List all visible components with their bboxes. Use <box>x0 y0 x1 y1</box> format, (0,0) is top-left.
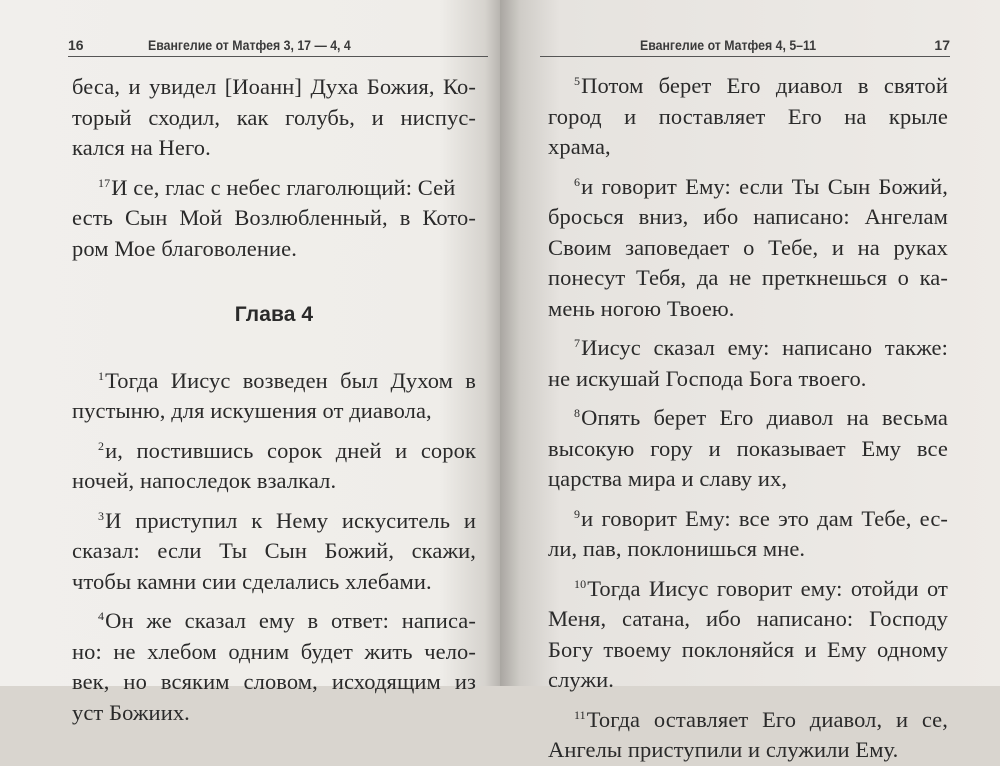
text-line: Тогда оставляет Его диавол, и се, <box>586 706 948 732</box>
left-page-body <box>72 72 476 728</box>
verse-10 <box>548 569 948 696</box>
text-line: беса, и увидел [Иоанн] Духа Божия, Ко- <box>72 74 476 99</box>
verse-7 <box>548 328 948 394</box>
verse-first-line <box>72 361 476 397</box>
text-line: Иисус сказал ему: написано также: <box>581 335 948 360</box>
text-line: храма, <box>548 134 611 159</box>
verse-2 <box>72 431 476 497</box>
verse-first-line <box>548 569 948 605</box>
running-title: Евангелие от Матфея 4, 5–11 <box>640 37 817 53</box>
left-page-header <box>68 32 488 57</box>
text-line: город и поставляет Его на крыле <box>548 103 948 129</box>
verse-number: 17 <box>98 175 111 190</box>
verse-17 <box>72 168 476 265</box>
left-page <box>0 0 500 725</box>
text-line: понесут Тебя, да не преткнешься о ка- <box>548 265 948 290</box>
text-line: и говорит Ему: все это дам Тебе, ес- <box>581 505 948 531</box>
verse-5 <box>548 66 948 163</box>
text-line: сказал: если Ты Сын Божий, скажи, <box>72 538 476 563</box>
text-line: Своим заповедает о Тебе, и на руках <box>548 234 948 260</box>
text-line: Меня, сатана, ибо написано: Господу <box>548 606 948 631</box>
right-page-header <box>540 32 950 57</box>
verse-3 <box>72 501 476 598</box>
text-line: и говорит Ему: если Ты Сын Божий, <box>581 173 948 199</box>
verse-number: 1 <box>98 368 105 383</box>
text-line: мень ногою Твоею. <box>548 295 735 321</box>
text-line: Тогда Иисус возведен был Духом в <box>105 367 476 393</box>
text-line: и, постившись сорок дней и сорок <box>105 437 476 463</box>
text-line: Богу твоему поклоняйся и Ему одному <box>548 636 948 662</box>
verse-8 <box>548 398 948 495</box>
verse-first-line <box>548 398 948 434</box>
verse-first-line <box>72 168 476 204</box>
verse-6 <box>548 167 948 325</box>
running-title: Евангелие от Матфея 3, 17 — 4, 4 <box>148 37 351 53</box>
text-line: торый сходил, как голубь, и ниспус- <box>72 104 476 130</box>
verse-first-line <box>72 431 476 467</box>
verse-11 <box>548 700 948 766</box>
text-line: Тогда Иисус говорит ему: отойди от <box>587 575 948 601</box>
text-line: чтобы камни сии сделались хлебами. <box>72 568 432 594</box>
verse-1 <box>72 361 476 427</box>
text-line: уст Божиих. <box>72 699 190 725</box>
text-line: пустыню, для искушения от диавола, <box>72 398 432 423</box>
text-line: ли, пав, поклонишься мне. <box>548 536 806 561</box>
verse-number: 7 <box>574 336 581 350</box>
text-line: Ангелы приступили и служили Ему. <box>548 737 899 762</box>
verse-first-line <box>548 499 948 535</box>
text-line: век, но всяким словом, исходящим из <box>72 669 476 694</box>
verse-first-line <box>548 700 948 736</box>
text-line: но: не хлебом одним будет жить чело- <box>72 638 476 664</box>
text-line: ром Мое благоволение. <box>72 235 297 261</box>
verse-number: 10 <box>574 576 587 591</box>
text-line: Он же сказал ему в ответ: написа- <box>105 608 476 633</box>
verse-first-line <box>548 328 948 364</box>
text-line: царства мира и славу их, <box>548 466 788 491</box>
text-line: есть Сын Мой Возлюбленный, в Кото- <box>72 205 476 230</box>
verse-first-line <box>548 167 948 203</box>
text-line: Потом берет Его диавол в святой <box>581 73 948 98</box>
right-page <box>500 0 1000 762</box>
verse-first-line <box>72 601 476 637</box>
verse-number: 8 <box>574 406 581 420</box>
verse-number: 9 <box>574 506 581 521</box>
verse-number: 11 <box>574 707 586 722</box>
verse-first-line <box>72 501 476 537</box>
text-paragraph <box>72 72 476 164</box>
verse-number: 4 <box>98 609 105 623</box>
text-line: И се, глас с небес глаголющий: Сей <box>111 174 456 200</box>
text-line: ночей, напоследок взалкал. <box>72 468 337 493</box>
text-line: бросься вниз, ибо написано: Ангелам <box>548 204 948 229</box>
right-page-body <box>548 66 948 766</box>
verse-4 <box>72 601 476 728</box>
text-line: высокую гору и показывает Ему все <box>548 435 948 461</box>
verse-number: 3 <box>98 508 105 523</box>
verse-first-line <box>548 66 948 102</box>
text-line: служи. <box>548 667 614 692</box>
text-line: Опять берет Его диавол на весьма <box>581 405 948 430</box>
text-line: кался на Него. <box>72 135 211 160</box>
page-number: 16 <box>68 37 84 53</box>
text-line: И приступил к Нему искуситель и <box>105 507 476 533</box>
verse-number: 6 <box>574 174 581 189</box>
verse-number: 2 <box>98 438 105 453</box>
verse-number: 5 <box>574 74 581 88</box>
page-number: 17 <box>934 37 950 53</box>
chapter-heading: Глава 4 <box>234 303 314 326</box>
text-line: не искушай Господа Бога твоего. <box>548 365 867 391</box>
verse-9 <box>548 499 948 565</box>
